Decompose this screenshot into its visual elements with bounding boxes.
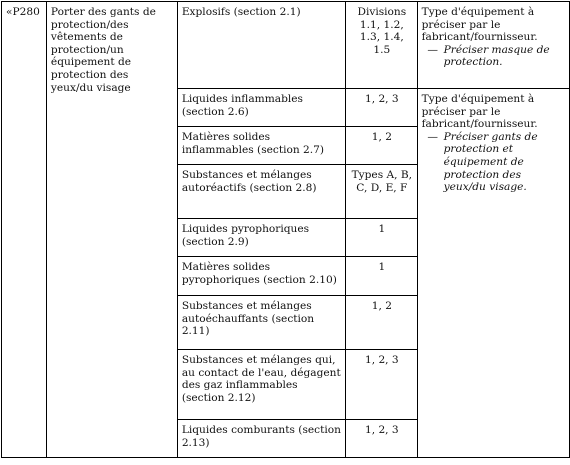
conditions-note: Préciser gants de protection et équipement de protection des yeux/du visage. — [443, 130, 538, 194]
hazard-class-cell: Liquides inflammables (section 2.6) — [177, 89, 345, 127]
table-row — [2, 2, 570, 89]
conditions-note-line — [422, 44, 566, 69]
conditions-text: Type d'équipement à préciser par le fabricant/fournisseur. — [421, 6, 538, 44]
hazard-class-cell: Substances et mélanges autoéchauffants (section 2.11) — [177, 296, 345, 350]
hazard-category-cell: 1, 2 — [346, 127, 418, 165]
hazard-category-cell: 1 — [346, 219, 418, 257]
statement-code: «P280 — [2, 2, 47, 458]
conditions-cell — [417, 2, 569, 89]
conditions-text: Type d'équipement à préciser par le fabricant/fournisseur. — [421, 93, 538, 131]
precautionary-statement-table — [1, 1, 570, 458]
conditions-cell — [417, 89, 569, 458]
hazard-class-cell: Substances et mélanges autoréactifs (section 2.8) — [177, 165, 345, 219]
hazard-category-cell: 1 — [346, 257, 418, 296]
conditions-note: Préciser masque de protection. — [443, 43, 550, 69]
hazard-category-cell: 1, 2 — [346, 296, 418, 350]
hazard-class-cell: Matières solides inflammables (section 2.7) — [177, 127, 345, 165]
hazard-class-cell: Explosifs (section 2.1) — [177, 2, 345, 89]
hazard-class-cell: Liquides comburants (section 2.13) — [177, 420, 345, 458]
hazard-category-cell: Divisions 1.1, 1.2, 1.3, 1.4, 1.5 — [346, 2, 418, 89]
hazard-category-cell: Types A, B, C, D, E, F — [346, 165, 418, 219]
hazard-category-cell: 1, 2, 3 — [346, 350, 418, 420]
hazard-category-cell: 1, 2, 3 — [346, 89, 418, 127]
hazard-class-cell: Liquides pyrophoriques (section 2.9) — [177, 219, 345, 257]
statement-text: Porter des gants de protection/des vêtements de protection/un équipement de protection des yeux/du visage — [46, 2, 177, 458]
hazard-class-cell: Substances et mélanges qui, au contact de l'eau, dégagent des gaz inflammables (section 2.12) — [177, 350, 345, 420]
hazard-category-cell: 1, 2, 3 — [346, 420, 418, 458]
conditions-note-line — [422, 131, 566, 194]
hazard-class-cell: Matières solides pyrophoriques (section 2.10) — [177, 257, 345, 296]
note-dash: — — [427, 43, 438, 56]
note-dash: — — [427, 130, 438, 143]
